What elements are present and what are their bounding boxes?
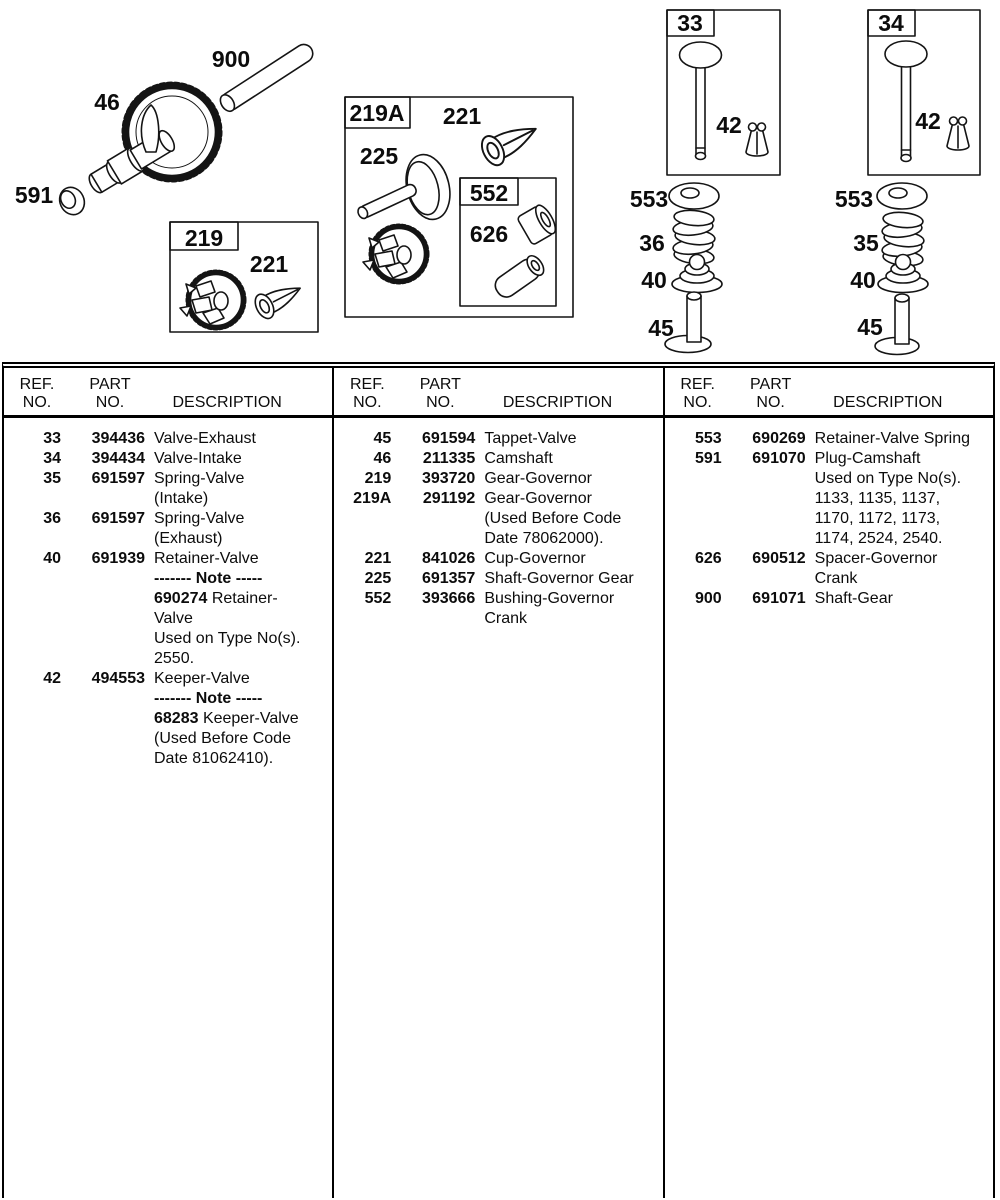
ref-no-cell: 225 [364, 570, 392, 587]
cup-governor-219a-drawing [477, 115, 542, 169]
description-line: 690274 Retainer- [154, 590, 278, 607]
header-part-no [70, 376, 150, 412]
description-cell [815, 549, 993, 589]
description-cell [815, 449, 993, 549]
description-cell [154, 509, 332, 549]
part-no-cell: 691597 [91, 470, 145, 487]
table-row [334, 429, 662, 449]
description-line: Spacer-Governor [814, 550, 938, 567]
part-no-cell: 841026 [421, 550, 476, 567]
table-row [4, 429, 332, 449]
ref-no-cell: 46 [373, 450, 392, 467]
description-cell [154, 449, 332, 469]
label-box-33: 33 [677, 10, 703, 36]
label-retainer-spring-intake: 553 [834, 186, 874, 212]
part-no-cell: 494553 [91, 670, 145, 687]
part-no-cell: 394434 [91, 450, 145, 467]
cup-governor-219-drawing [251, 277, 306, 322]
description-line: Retainer-Valve [154, 550, 259, 567]
parts-table [2, 362, 995, 1198]
description-line: Plug-Camshaft [814, 450, 921, 467]
description-line: 2550. [154, 650, 195, 667]
label-retainer-spring-exhaust: 553 [629, 186, 669, 212]
description-line: Valve [154, 610, 193, 627]
description-cell [484, 449, 662, 469]
header-line: REF. [680, 376, 715, 393]
description-cell [815, 589, 993, 609]
label-box-34: 34 [878, 10, 904, 36]
label-spring-intake: 35 [853, 230, 879, 256]
label-cup-governor-219a: 221 [442, 103, 482, 129]
ref-no-cell: 35 [43, 470, 61, 487]
label-box-219a: 219A [349, 100, 405, 126]
table-row [4, 469, 332, 509]
table-row [665, 549, 993, 589]
description-cell [484, 489, 662, 549]
description-line: Used on Type No(s). [154, 630, 301, 647]
label-spring-exhaust: 36 [639, 230, 665, 256]
description-line: 1133, 1135, 1137, [814, 490, 941, 507]
description-line: Shaft-Gear [814, 590, 893, 607]
label-retainer-exhaust: 40 [641, 267, 667, 293]
table-row [334, 469, 662, 489]
table-row [4, 669, 332, 769]
ref-no-cell: 33 [43, 430, 61, 447]
ref-no-cell: 219 [364, 470, 392, 487]
table-column [663, 368, 993, 1198]
description-cell [484, 429, 662, 449]
description-line: 1170, 1172, 1173, [814, 510, 941, 527]
ref-no-cell: 40 [43, 550, 61, 567]
description-line: 68283 Keeper-Valve [154, 710, 299, 727]
ref-no-cell: 591 [694, 450, 722, 467]
part-no-cell: 691939 [91, 550, 145, 567]
header-line: PART [750, 376, 792, 393]
description-cell [484, 549, 662, 569]
part-no-cell: 394436 [91, 430, 145, 447]
header-description: DESCRIPTION [502, 394, 613, 411]
ref-no-cell: 34 [43, 450, 61, 467]
description-line: Crank [484, 610, 528, 627]
table-row [665, 429, 993, 449]
table-column [332, 368, 662, 1198]
description-cell [484, 589, 662, 629]
table-rows [665, 418, 993, 609]
label-plug-camshaft: 591 [14, 182, 54, 208]
description-line: Cup-Governor [484, 550, 586, 567]
header-line: REF. [19, 376, 55, 393]
description-line: Keeper-Valve [154, 670, 250, 687]
ref-no-cell: 553 [694, 430, 722, 447]
table-row [665, 589, 993, 609]
description-cell [154, 669, 332, 769]
label-keeper-intake: 42 [915, 108, 941, 134]
ref-no-cell: 900 [694, 590, 722, 607]
spacer-governor-drawing [517, 202, 559, 245]
description-line: Date 78062000). [484, 530, 604, 547]
description-line: ------- Note ----- [154, 690, 263, 707]
description-cell [154, 549, 332, 669]
retainer-valve-spring-exhaust-drawing [669, 183, 719, 209]
description-cell [815, 429, 993, 449]
label-camshaft: 46 [94, 89, 120, 115]
description-line: Gear-Governor [484, 470, 592, 487]
header-line: NO. [353, 394, 382, 411]
description-line: (Used Before Code [154, 730, 291, 747]
retainer-valve-spring-intake-drawing [877, 183, 927, 209]
table-row [334, 569, 662, 589]
table-header-row [665, 368, 993, 418]
description-cell [154, 469, 332, 509]
header-line: REF. [349, 376, 385, 393]
description-line: Bushing-Governor [484, 590, 615, 607]
ref-no-cell: 626 [694, 550, 722, 567]
header-description: DESCRIPTION [833, 394, 943, 411]
table-row [334, 549, 662, 569]
description-line: Retainer-Valve Spring [814, 430, 970, 447]
description-line: Crank [814, 570, 858, 587]
part-no-cell: 691070 [752, 450, 806, 467]
description-line: Spring-Valve [154, 470, 245, 487]
part-no-cell: 291192 [422, 490, 476, 507]
description-line: (Used Before Code [484, 510, 622, 527]
description-line: (Exhaust) [154, 530, 223, 547]
valve-exhaust-drawing [680, 42, 722, 160]
table-row [4, 449, 332, 469]
header-line: NO. [426, 394, 455, 411]
description-line: Tappet-Valve [484, 430, 577, 447]
header-part-no [731, 376, 811, 412]
table-row [334, 489, 662, 549]
description-line: Date 81062410). [154, 750, 274, 767]
description-cell [484, 569, 662, 589]
ref-no-cell: 42 [43, 670, 61, 687]
header-line: NO. [95, 394, 125, 411]
ref-no-cell: 45 [373, 430, 392, 447]
part-no-cell: 691594 [421, 430, 476, 447]
valve-intake-drawing [885, 41, 927, 162]
ref-no-cell: 552 [364, 590, 392, 607]
label-tappet-intake: 45 [857, 314, 883, 340]
table-column [4, 368, 332, 1198]
description-line: 1174, 2524, 2540. [814, 530, 943, 547]
label-retainer-intake: 40 [850, 267, 876, 293]
header-line: PART [419, 376, 461, 393]
part-no-cell: 691597 [91, 510, 145, 527]
table-row [665, 449, 993, 549]
table-rows [4, 418, 332, 769]
label-shaft-gear: 900 [211, 46, 251, 72]
table-row [334, 589, 662, 629]
description-line: Camshaft [484, 450, 553, 467]
ref-no-cell: 221 [364, 550, 392, 567]
gear-governor-219-drawing [180, 272, 244, 328]
description-line: ------- Note ----- [154, 570, 263, 587]
table-row [334, 449, 662, 469]
part-no-cell: 393720 [421, 470, 476, 487]
ref-no-cell: 36 [43, 510, 61, 527]
plug-camshaft-drawing [55, 183, 89, 219]
description-line: Spring-Valve [154, 510, 245, 527]
gear-governor-219a-drawing [363, 226, 427, 282]
header-ref-no [665, 376, 731, 412]
description-cell [154, 429, 332, 449]
description-line: Shaft-Governor Gear [484, 570, 634, 587]
label-keeper-exhaust: 42 [716, 112, 742, 138]
description-line: Used on Type No(s). [814, 470, 962, 487]
header-line: NO. [683, 394, 712, 411]
label-spacer-governor: 626 [469, 221, 509, 247]
table-row [4, 509, 332, 549]
description-line: Valve-Exhaust [154, 430, 256, 447]
description-line: Gear-Governor [484, 490, 592, 507]
bushing-governor-drawing [491, 253, 547, 301]
part-no-cell: 691357 [421, 570, 476, 587]
table-row [4, 549, 332, 669]
part-no-cell: 690269 [752, 430, 806, 447]
header-line: NO. [756, 394, 785, 411]
table-header-row [334, 368, 662, 418]
label-cup-governor-219: 221 [249, 251, 289, 277]
header-description: DESCRIPTION [172, 394, 282, 411]
header-ref-no [334, 376, 400, 412]
keeper-valve-exhaust-drawing [746, 123, 768, 156]
label-box-552: 552 [469, 180, 509, 206]
label-shaft-governor-gear: 225 [359, 143, 399, 169]
description-line: Valve-Intake [154, 450, 242, 467]
header-line: NO. [22, 394, 52, 411]
label-box-219: 219 [184, 225, 224, 251]
ref-no-cell: 219A [353, 490, 392, 507]
description-line: (Intake) [154, 490, 209, 507]
part-no-cell: 690512 [752, 550, 806, 567]
keeper-valve-intake-drawing [947, 117, 969, 150]
header-line: PART [89, 376, 131, 393]
table-rows [334, 418, 662, 629]
description-cell [484, 469, 662, 489]
table-header-row [4, 368, 332, 418]
part-no-cell: 393666 [421, 590, 476, 607]
part-no-cell: 211335 [422, 450, 476, 467]
header-ref-no [4, 376, 70, 412]
label-tappet-exhaust: 45 [648, 315, 674, 341]
part-no-cell: 691071 [752, 590, 806, 607]
header-part-no [400, 376, 480, 412]
parts-diagram [0, 0, 1000, 362]
